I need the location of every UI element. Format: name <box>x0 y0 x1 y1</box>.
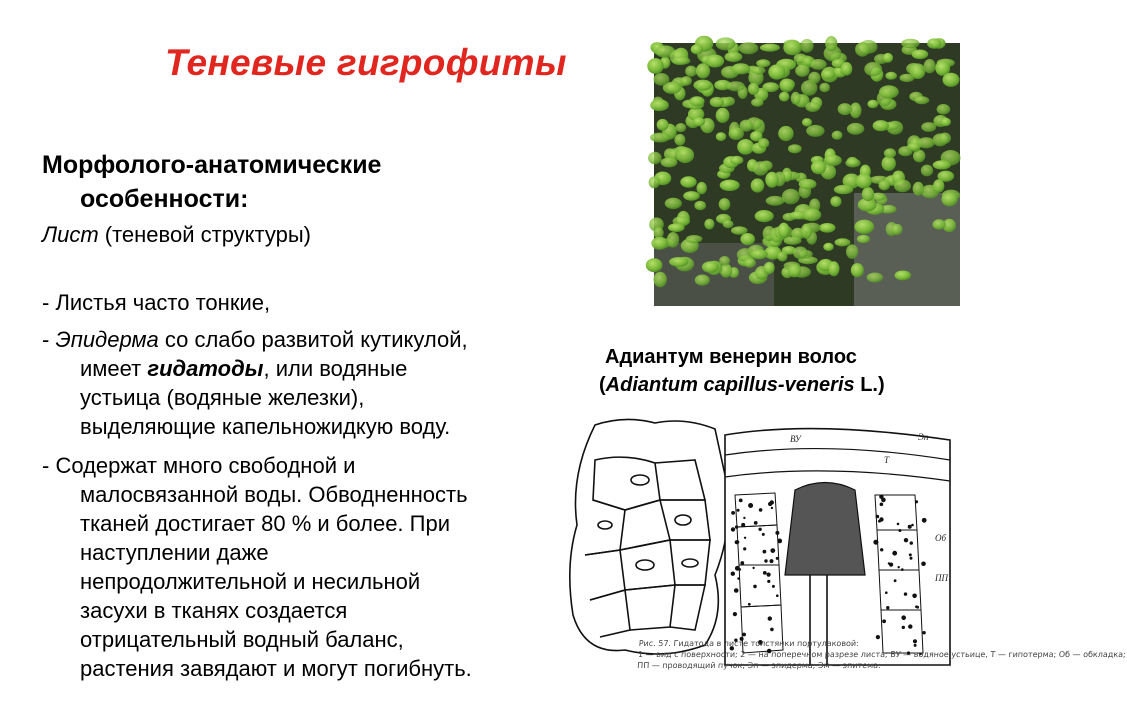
chloroplast-dot <box>752 567 754 569</box>
chloroplast-dot <box>767 580 770 583</box>
fern-leaflet <box>933 160 951 169</box>
fern-leaflet <box>766 196 785 206</box>
fern-leaflet <box>716 132 726 141</box>
fern-leaflet <box>751 178 765 192</box>
bullet-3-line-8: растения завядают и могут погибнуть. <box>80 656 472 681</box>
fern-leaflet <box>894 180 911 193</box>
chloroplast-dot <box>921 562 926 567</box>
fern-leaflet <box>693 117 705 126</box>
fern-leaflet <box>649 176 660 188</box>
chloroplast-dot <box>758 528 761 531</box>
fern-leaflet <box>669 257 688 267</box>
fern-foliage-illustration <box>654 43 960 306</box>
fern-leaflet <box>862 187 874 201</box>
fern-leaflet <box>834 185 853 194</box>
latin-author: L.) <box>854 374 885 396</box>
fern-leaflet <box>760 44 780 52</box>
fern-leaflet <box>683 191 700 201</box>
fern-leaflet <box>753 161 769 175</box>
chloroplast-dot <box>916 606 919 609</box>
fern-leaflet <box>846 244 858 259</box>
fern-leaflet <box>832 131 843 140</box>
fern-leaflet <box>883 53 893 63</box>
chloroplast-dot <box>768 502 772 506</box>
fern-leaflet <box>779 92 790 102</box>
fern-leaflet <box>830 196 841 207</box>
chloroplast-dot <box>767 573 771 577</box>
fern-leaflet <box>710 97 724 107</box>
chloroplast-dot <box>901 615 906 620</box>
fern-leaflet <box>723 220 734 228</box>
fern-leaflet <box>913 182 924 196</box>
chloroplast-dot <box>885 591 888 594</box>
fern-leaflet <box>937 104 951 115</box>
fern-leaflet <box>650 99 669 111</box>
fern-leaflet <box>884 148 896 158</box>
chloroplast-dot <box>888 562 890 564</box>
fern-leaflet <box>933 219 946 229</box>
bullet-3-line-4: наступлении даже <box>80 540 269 565</box>
fern-leaflet <box>800 39 813 53</box>
fern-leaflet <box>918 137 935 148</box>
bullet-2-line-4: выделяющие капельножидкую воду. <box>80 414 451 439</box>
chloroplast-dot <box>882 619 886 623</box>
fern-leaflet <box>811 160 826 174</box>
latin-open-paren: ( <box>599 374 606 396</box>
species-common-name: Адиантум венерин волос <box>605 346 857 368</box>
fern-leaflet <box>686 235 703 243</box>
chloroplast-dot <box>753 585 757 589</box>
fern-leaflet <box>778 223 790 238</box>
fern-leaflet <box>674 134 685 146</box>
fern-leaflet <box>808 72 820 84</box>
bullet-2-line-2 <box>42 354 562 383</box>
fern-leaflet <box>751 66 765 74</box>
fern-leaflet <box>675 123 686 132</box>
fern-leaflet <box>892 224 903 235</box>
fern-leaflet <box>737 139 754 155</box>
chloroplast-dot <box>776 594 779 597</box>
fern-leaflet <box>646 258 663 272</box>
fern-leaflet <box>719 198 731 210</box>
fern-leaflet <box>828 261 839 276</box>
fern-leaflet <box>680 176 696 187</box>
chloroplast-dot <box>759 508 763 512</box>
fern-leaflet <box>855 42 870 57</box>
fern-leaflet <box>824 155 842 166</box>
fern-leaflet <box>696 63 710 78</box>
bullet-2-or-water: , или водяные <box>263 356 408 381</box>
fern-leaflet <box>697 182 707 194</box>
fern-leaflet <box>653 73 669 86</box>
chloroplast-dot <box>731 527 735 531</box>
chloroplast-dot <box>910 557 913 560</box>
species-latin-line <box>599 371 885 399</box>
fern-leaflet <box>879 85 899 98</box>
chloroplast-dot <box>770 559 774 563</box>
fern-leaflet <box>941 118 951 127</box>
label-vu: ВУ <box>790 434 801 444</box>
chloroplast-dot <box>737 509 740 512</box>
figure-caption-line-2: 1 — вид с поверхности; 2 — на поперечном разрезе листа; ВУ — водяное устьице, Т — гипотерма; Об — обкладка; <box>637 650 1127 659</box>
fern-leaflet <box>783 40 802 55</box>
fern-leaflet <box>765 172 778 188</box>
figure-caption <box>636 638 1127 671</box>
fern-leaflet <box>768 64 785 79</box>
label-ep: Эп <box>918 432 929 442</box>
fern-leaflet <box>838 103 852 115</box>
fern-leaflet <box>782 189 800 204</box>
chloroplast-dot <box>908 525 912 529</box>
chloroplast-dot <box>754 521 758 525</box>
chloroplast-dot <box>880 503 884 507</box>
chloroplast-dot <box>892 551 897 556</box>
chloroplast-dot <box>879 517 883 521</box>
chloroplast-dot <box>910 541 913 544</box>
fern-leaflet <box>864 62 882 76</box>
chloroplast-dot <box>897 523 900 526</box>
fern-leaflet <box>777 251 787 261</box>
chloroplast-dot <box>731 572 735 576</box>
chloroplast-dot <box>743 517 745 519</box>
species-latin-name: Adiantum capillus-veneris <box>605 374 855 396</box>
fern-leaflet <box>694 201 706 211</box>
fern-leaflet <box>667 232 679 248</box>
fern-leaflet <box>847 123 864 135</box>
fern-leaflet <box>857 235 870 244</box>
bullet-3-line-1: - Содержат много свободной и <box>42 453 356 478</box>
section-heading <box>42 148 512 216</box>
fern-leaflet <box>779 79 794 93</box>
fern-leaflet <box>750 249 767 259</box>
bullet-list <box>42 288 562 693</box>
chloroplast-dot <box>772 585 775 588</box>
fern-leaflet <box>729 127 744 140</box>
slide-title: Теневые гигрофиты <box>165 42 567 83</box>
fern-leaflet <box>725 52 743 62</box>
bullet-2-has: имеет <box>80 356 148 381</box>
fern-leaflet <box>744 258 756 268</box>
fern-leaflet <box>882 156 896 171</box>
bullet-2-line-1: со слабо развитой кутикулой, <box>158 327 468 352</box>
fern-leaflet <box>851 263 864 277</box>
fern-leaflet <box>867 100 878 108</box>
fern-leaflet <box>650 133 670 143</box>
fern-leaflet <box>821 69 835 79</box>
bullet-thin-leaves <box>42 288 562 317</box>
hydathodes-term: гидатоды <box>147 356 264 381</box>
fern-leaflet <box>803 209 822 222</box>
fern-leaflet <box>691 44 703 54</box>
bullet-2-epidermis: Эпидерма <box>55 327 159 352</box>
leaf-structure: (теневой структуры) <box>98 222 312 247</box>
label-ob: Об <box>935 533 947 543</box>
fern-leaflet <box>654 272 667 287</box>
chloroplast-dot <box>763 571 767 575</box>
surface-view <box>570 419 729 654</box>
chloroplast-dot <box>770 548 775 553</box>
hydathode-drawing <box>565 415 1127 720</box>
chloroplast-dot <box>731 511 735 515</box>
bullet-3-line-3: тканей достигает 80 % и более. При <box>80 511 450 536</box>
chloroplast-dot <box>771 507 773 509</box>
fern-leaflet <box>825 36 837 52</box>
chloroplast-dot <box>768 616 772 620</box>
chloroplast-dot <box>894 579 897 582</box>
fern-leaflet <box>939 133 951 144</box>
fern-leaflet <box>912 50 929 60</box>
fern-leaflet <box>873 120 889 131</box>
chloroplast-dot <box>763 550 767 554</box>
heading-line-2: особенности: <box>80 185 249 213</box>
fern-leaflet <box>885 72 897 80</box>
chloroplast-dot <box>880 548 883 551</box>
fern-leaflet <box>933 179 944 192</box>
fern-leaflet <box>841 62 852 76</box>
fern-leaflet <box>921 122 936 132</box>
fern-leaflet <box>716 108 730 123</box>
fern-leaflet <box>672 57 690 65</box>
chloroplast-dot <box>740 561 744 565</box>
fern-leaflet <box>819 83 830 93</box>
fern-leaflet <box>895 271 911 281</box>
chloroplast-dot <box>748 503 753 508</box>
fern-leaflet <box>795 65 809 77</box>
chloroplast-dot <box>911 524 914 527</box>
fern-leaflet <box>793 247 808 260</box>
chloroplast-dot <box>886 606 889 609</box>
chloroplast-dot <box>739 499 743 503</box>
fern-leaflet <box>801 224 812 239</box>
fern-leaflet <box>784 237 802 245</box>
chloroplast-dot <box>733 612 737 616</box>
fern-leaflet <box>788 264 801 278</box>
fern-leaflet <box>732 63 751 74</box>
fern-leaflet <box>778 126 793 141</box>
fern-leaflet <box>739 42 759 54</box>
fern-leaflet <box>720 180 740 191</box>
fern-leaflet <box>681 76 692 86</box>
fern-leaflet <box>867 273 883 283</box>
bullet-3-line-2: малосвязанной воды. Обводненность <box>80 482 468 507</box>
fern-leaflet <box>730 156 743 165</box>
fern-leaflet <box>791 92 801 105</box>
chloroplast-dot <box>912 594 917 599</box>
fern-leaflet <box>657 119 669 131</box>
fern-leaflet <box>668 223 685 232</box>
fern-leaflet <box>702 261 719 273</box>
fern-leaflet <box>819 223 835 233</box>
fern-leaflet <box>762 82 779 92</box>
chloroplast-dot <box>764 559 767 562</box>
cross-section-view <box>725 429 950 665</box>
species-caption <box>599 343 885 399</box>
leaf-subheading <box>42 222 311 248</box>
figure-caption-line-3: ПП — проводящий пучок; Эп — эпидерма; Эм — эпитема. <box>636 661 881 670</box>
chloroplast-dot <box>922 631 925 634</box>
fern-leaflet <box>748 83 759 95</box>
bullet-water-content <box>42 451 562 683</box>
chloroplast-dot <box>744 537 746 539</box>
bullet-2-line-3: устьица (водяные железки), <box>80 385 365 410</box>
chloroplast-dot <box>762 533 765 536</box>
adiantum-photo <box>654 43 960 306</box>
fern-leaflet <box>910 63 926 79</box>
label-t: Т <box>884 455 890 465</box>
fern-leaflet <box>921 165 933 177</box>
fern-leaflet <box>727 81 745 91</box>
chloroplast-dot <box>909 553 912 556</box>
fern-leaflet <box>676 147 694 163</box>
fern-leaflet <box>802 118 812 126</box>
chloroplast-dot <box>902 626 905 629</box>
fern-leaflet <box>740 233 755 245</box>
label-pp: ПП <box>935 573 948 583</box>
fern-leaflet <box>806 125 824 137</box>
fern-leaflet <box>823 243 833 251</box>
chloroplast-dot <box>908 624 912 628</box>
fern-leaflet <box>942 192 958 206</box>
chloroplast-dot <box>743 547 746 550</box>
fern-leaflet <box>693 80 712 91</box>
fern-leaflet <box>901 39 919 48</box>
fern-leaflet <box>755 210 774 222</box>
fern-leaflet <box>661 157 678 167</box>
fern-leaflet <box>648 152 662 165</box>
chloroplast-dot <box>748 603 751 606</box>
fern-leaflet <box>706 55 724 68</box>
fern-leaflet <box>647 58 663 74</box>
fern-leaflet <box>704 219 714 230</box>
bullet-2-dash: - <box>42 327 56 352</box>
chloroplast-dot <box>904 538 908 542</box>
chloroplast-dot <box>770 628 774 632</box>
fern-leaflet <box>835 238 851 246</box>
fern-leaflet <box>751 98 763 106</box>
fern-leaflet <box>651 237 668 250</box>
fern-leaflet <box>810 59 826 70</box>
chloroplast-dot <box>904 592 907 595</box>
fern-leaflet <box>665 198 682 209</box>
fern-leaflet <box>845 159 860 168</box>
fern-leaflet <box>689 96 704 106</box>
bullet-1-text: - Листья часто тонкие, <box>42 290 271 315</box>
bullet-epidermis <box>42 325 562 441</box>
bullet-3-line-6: засухи в тканях создается <box>80 598 348 623</box>
fern-leaflet <box>685 66 697 77</box>
chloroplast-dot <box>742 633 746 637</box>
fern-leaflet <box>758 138 769 148</box>
fern-leaflet <box>943 73 960 87</box>
fern-leaflet <box>915 96 930 104</box>
fern-leaflet <box>695 275 710 286</box>
fern-leaflet <box>716 37 736 50</box>
bullet-3-line-5: непродолжительной и несильной <box>80 569 421 594</box>
fern-leaflet <box>799 179 817 189</box>
fern-leaflet <box>788 144 802 153</box>
chloroplast-dot <box>898 566 900 568</box>
fern-leaflet <box>927 38 941 48</box>
bullet-3-line-7: отрицательный водный баланс, <box>80 627 404 652</box>
fern-leaflet <box>764 262 775 274</box>
fern-leaflet <box>879 180 890 190</box>
fern-leaflet <box>856 174 872 189</box>
heading-line-1: Морфолого-анатомические <box>42 151 382 179</box>
fern-leaflet <box>855 220 875 234</box>
chloroplast-dot <box>734 588 739 593</box>
fern-leaflet <box>805 102 820 112</box>
chloroplast-dot <box>881 498 886 503</box>
chloroplast-dot <box>922 518 927 523</box>
fern-leaflet <box>756 59 770 67</box>
figure-caption-line-1: Рис. 57. Гидатода в листе толстянки портулаковой: <box>638 639 860 648</box>
leaf-word: Лист <box>42 222 99 247</box>
